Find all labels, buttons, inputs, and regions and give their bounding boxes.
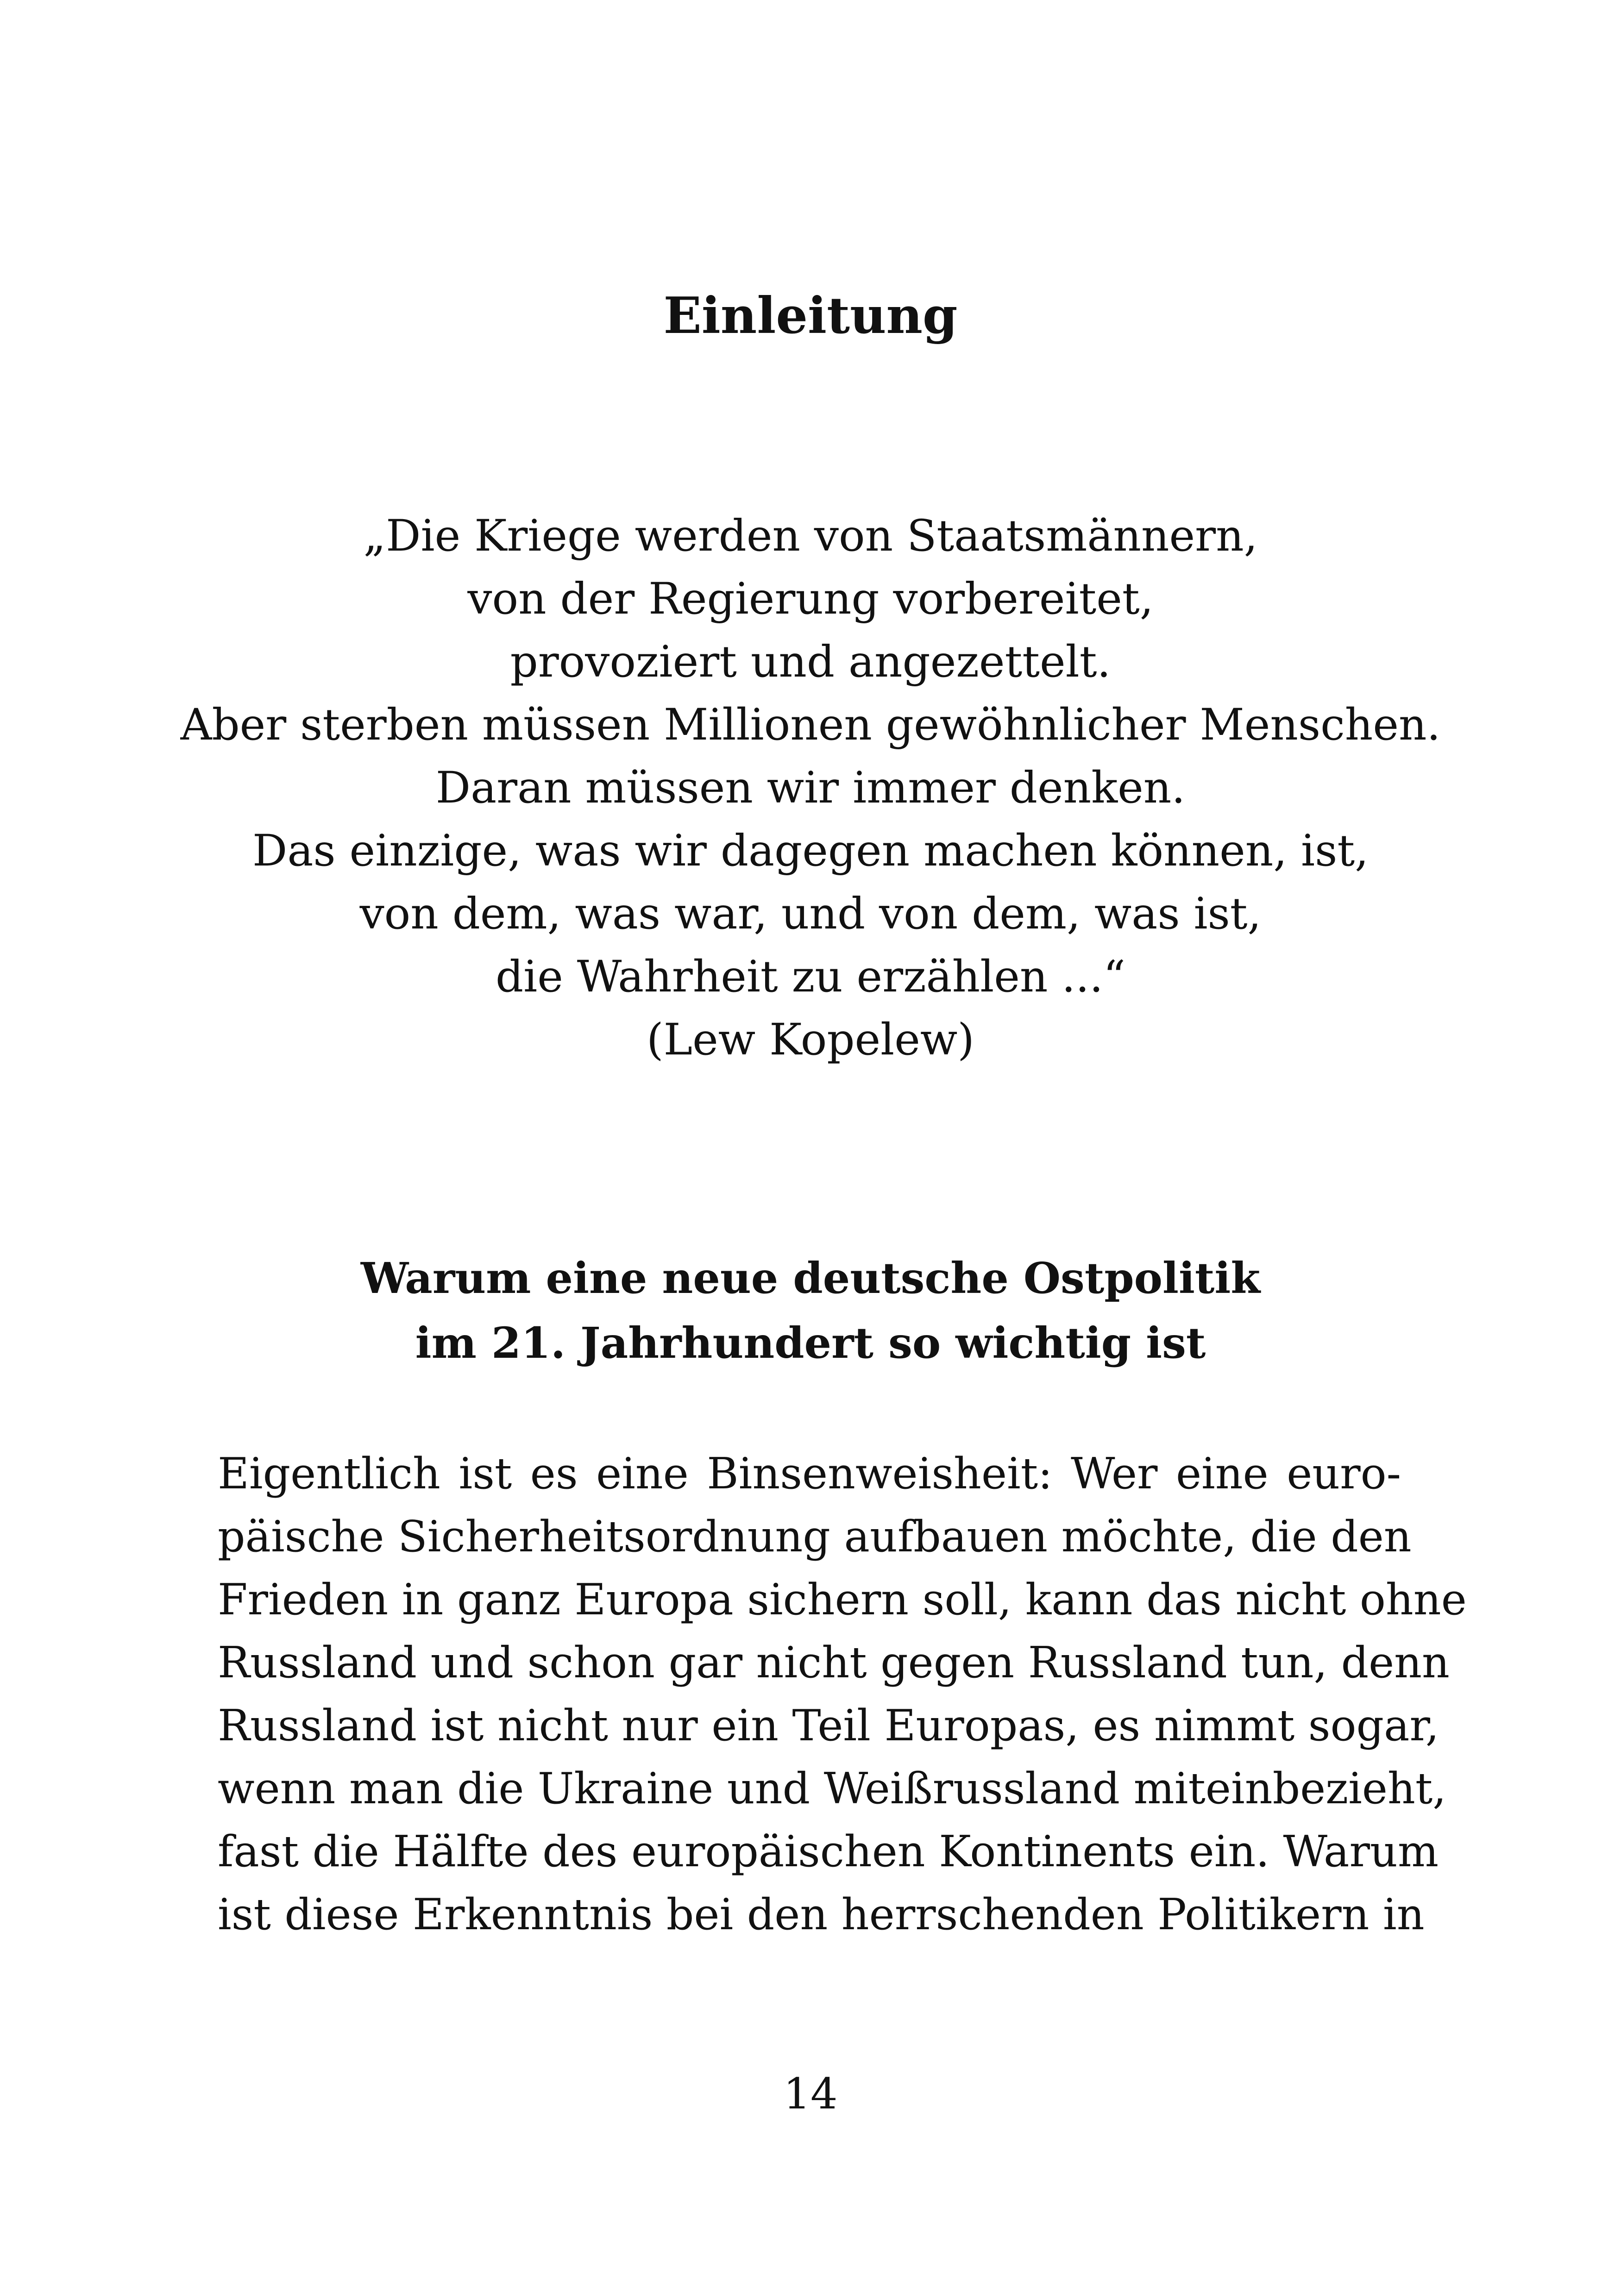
epigraph-line: Daran müssen wir immer denken. — [435, 763, 1186, 813]
section-heading-line: im 21. Jahrhundert so wichtig ist — [415, 1318, 1206, 1368]
body-line: Eigentlich ist es eine Binsenweisheit: Wer eine euro- — [218, 1449, 1401, 1499]
body-line: fast die Hälfte des europäischen Kontinents ein. Warum — [218, 1826, 1439, 1876]
chapter-title: Einleitung — [663, 287, 958, 345]
epigraph-line: „Die Kriege werden von Staatsmännern, — [363, 511, 1258, 561]
epigraph-line: von dem, was war, und von dem, was ist, — [359, 889, 1262, 939]
epigraph-line: von der Regierung vorbereitet, — [467, 574, 1154, 624]
body-line: ist diese Erkenntnis bei den herrschenden Politikern in — [218, 1889, 1425, 1939]
epigraph-line: die Wahrheit zu erzählen ...“ — [495, 952, 1126, 1002]
section-heading-line: Warum eine neue deutsche Ostpolitik — [360, 1253, 1261, 1303]
body-line: Russland ist nicht nur ein Teil Europas, es nimmt sogar, — [218, 1700, 1439, 1750]
epigraph-line: Das einzige, was wir dagegen machen können, ist, — [252, 826, 1369, 876]
body-line: Russland und schon gar nicht gegen Russland tun, denn — [218, 1637, 1450, 1687]
body-line: Frieden in ganz Europa sichern soll, kann das nicht ohne — [218, 1575, 1467, 1625]
epigraph-line: provoziert und angezettelt. — [510, 637, 1111, 687]
body-paragraph — [218, 1442, 1467, 1946]
page-number: 14 — [783, 2069, 838, 2119]
epigraph-line: Aber sterben müssen Millionen gewöhnlicher Menschen. — [180, 700, 1441, 750]
epigraph-quote — [0, 505, 1621, 1072]
section-heading — [0, 1246, 1621, 1375]
body-line: päische Sicherheitsordnung aufbauen möchte, die den — [218, 1512, 1412, 1562]
epigraph-attribution: (Lew Kopelew) — [647, 1015, 974, 1065]
body-line: wenn man die Ukraine und Weißrussland miteinbezieht, — [218, 1763, 1446, 1813]
